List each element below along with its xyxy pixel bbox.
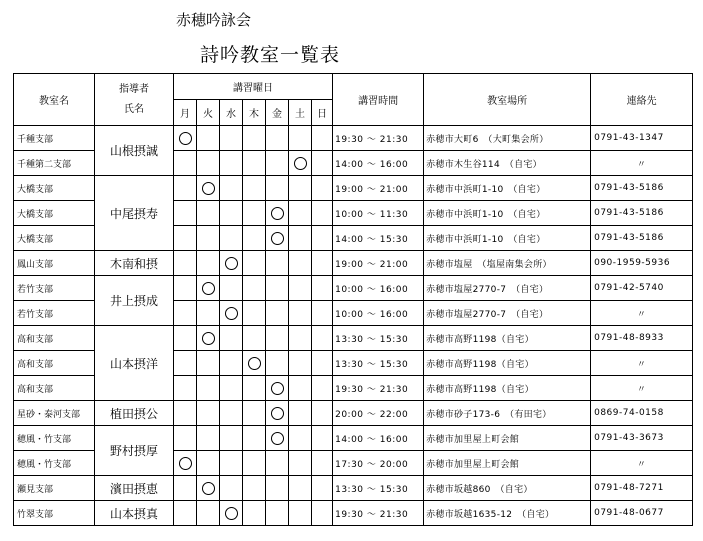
- weekday-cell: [197, 251, 220, 276]
- weekday-cell: [220, 501, 243, 526]
- weekday-cell: [197, 501, 220, 526]
- weekday-cell: [220, 251, 243, 276]
- circle-mark-icon: [179, 457, 192, 470]
- weekday-cell: [220, 226, 243, 251]
- place-cell: 赤穂市塩屋 （塩屋南集会所）: [424, 251, 591, 276]
- circle-mark-icon: [271, 407, 284, 420]
- weekday-cell: [289, 376, 312, 401]
- circle-mark-icon: [248, 357, 261, 370]
- weekday-cell: [243, 376, 266, 401]
- weekday-cell: [266, 451, 289, 476]
- place-cell: 赤穂市高野1198（自宅）: [424, 326, 591, 351]
- weekday-cell: [312, 276, 333, 301]
- weekday-cell: [289, 251, 312, 276]
- weekday-cell: [266, 251, 289, 276]
- header-contact: 連絡先: [591, 74, 693, 126]
- circle-mark-icon: [202, 332, 215, 345]
- weekday-cell: [220, 401, 243, 426]
- weekday-cell: [197, 451, 220, 476]
- circle-mark-icon: [202, 282, 215, 295]
- weekday-cell: [243, 326, 266, 351]
- weekday-cell: [197, 201, 220, 226]
- weekday-cell: [243, 426, 266, 451]
- place-cell: 赤穂市大町6 （大町集会所）: [424, 126, 591, 151]
- weekday-cell: [220, 301, 243, 326]
- weekday-cell: [174, 251, 197, 276]
- time-cell: 19:30 ～ 21:30: [333, 126, 424, 151]
- weekday-cell: [243, 151, 266, 176]
- weekday-cell: [243, 401, 266, 426]
- class-name-cell: 星砂・泰河支部: [14, 401, 95, 426]
- weekday-cell: [174, 376, 197, 401]
- weekday-cell: [174, 451, 197, 476]
- weekday-cell: [197, 376, 220, 401]
- time-cell: 19:30 ～ 21:30: [333, 376, 424, 401]
- header-time: 講習時間: [333, 74, 424, 126]
- time-cell: 20:00 ～ 22:00: [333, 401, 424, 426]
- header-weekday-group: 講習曜日: [174, 74, 333, 100]
- contact-cell: 090-1959-5936: [591, 251, 693, 276]
- weekday-cell: [266, 151, 289, 176]
- place-cell: 赤穂市高野1198（自宅）: [424, 376, 591, 401]
- class-name-cell: 大橋支部: [14, 201, 95, 226]
- weekday-cell: [312, 151, 333, 176]
- weekday-cell: [289, 501, 312, 526]
- teacher-name-cell: 山本摂真: [95, 501, 174, 526]
- place-cell: 赤穂市坂越860 （自宅）: [424, 476, 591, 501]
- circle-mark-icon: [225, 257, 238, 270]
- weekday-cell: [174, 226, 197, 251]
- time-cell: 14:00 ～ 16:00: [333, 151, 424, 176]
- contact-cell: 〃: [591, 301, 693, 326]
- circle-mark-icon: [271, 232, 284, 245]
- header-day: 火: [197, 100, 220, 126]
- weekday-cell: [289, 201, 312, 226]
- weekday-cell: [289, 176, 312, 201]
- contact-cell: 0791-48-8933: [591, 326, 693, 351]
- teacher-name-cell: 植田摂公: [95, 401, 174, 426]
- class-schedule-table: [13, 73, 693, 526]
- place-cell: 赤穂市中浜町1-10 （自宅）: [424, 226, 591, 251]
- weekday-cell: [312, 426, 333, 451]
- circle-mark-icon: [271, 432, 284, 445]
- time-cell: 17:30 ～ 20:00: [333, 451, 424, 476]
- class-name-cell: 穂風・竹支部: [14, 426, 95, 451]
- time-cell: 13:30 ～ 15:30: [333, 351, 424, 376]
- weekday-cell: [266, 426, 289, 451]
- weekday-cell: [243, 226, 266, 251]
- weekday-cell: [220, 326, 243, 351]
- place-cell: 赤穂市加里屋上町会館: [424, 451, 591, 476]
- weekday-cell: [220, 151, 243, 176]
- class-name-cell: 穂風・竹支部: [14, 451, 95, 476]
- weekday-cell: [197, 151, 220, 176]
- weekday-cell: [243, 126, 266, 151]
- class-name-cell: 大橋支部: [14, 176, 95, 201]
- header-day: 金: [266, 100, 289, 126]
- weekday-cell: [220, 426, 243, 451]
- weekday-cell: [289, 226, 312, 251]
- weekday-cell: [243, 301, 266, 326]
- time-cell: 14:00 ～ 16:00: [333, 426, 424, 451]
- weekday-cell: [289, 476, 312, 501]
- weekday-cell: [312, 326, 333, 351]
- table-row: [14, 401, 693, 426]
- contact-cell: 0791-48-0677: [591, 501, 693, 526]
- weekday-cell: [220, 451, 243, 476]
- weekday-cell: [243, 351, 266, 376]
- table-row: [14, 276, 693, 301]
- weekday-cell: [266, 176, 289, 201]
- weekday-cell: [312, 501, 333, 526]
- table-row: [14, 126, 693, 151]
- weekday-cell: [289, 326, 312, 351]
- circle-mark-icon: [271, 207, 284, 220]
- time-cell: 19:00 ～ 21:00: [333, 251, 424, 276]
- weekday-cell: [174, 301, 197, 326]
- weekday-cell: [197, 126, 220, 151]
- weekday-cell: [266, 226, 289, 251]
- weekday-cell: [197, 351, 220, 376]
- weekday-cell: [243, 476, 266, 501]
- weekday-cell: [197, 426, 220, 451]
- contact-cell: 0791-43-1347: [591, 126, 693, 151]
- weekday-cell: [266, 276, 289, 301]
- place-cell: 赤穂市坂越1635-12 （自宅）: [424, 501, 591, 526]
- weekday-cell: [220, 276, 243, 301]
- table-row: [14, 501, 693, 526]
- time-cell: 19:00 ～ 21:00: [333, 176, 424, 201]
- contact-cell: 〃: [591, 151, 693, 176]
- document-title: 詩吟教室一覧表: [200, 44, 341, 66]
- contact-cell: 0791-43-5186: [591, 226, 693, 251]
- weekday-cell: [312, 251, 333, 276]
- weekday-cell: [312, 301, 333, 326]
- class-name-cell: 若竹支部: [14, 301, 95, 326]
- weekday-cell: [197, 476, 220, 501]
- contact-cell: 0791-43-5186: [591, 176, 693, 201]
- class-name-cell: 瀬見支部: [14, 476, 95, 501]
- weekday-cell: [243, 451, 266, 476]
- weekday-cell: [174, 126, 197, 151]
- weekday-cell: [289, 451, 312, 476]
- time-cell: 14:00 ～ 15:30: [333, 226, 424, 251]
- place-cell: 赤穂市加里屋上町会館: [424, 426, 591, 451]
- contact-cell: 0869-74-0158: [591, 401, 693, 426]
- table-row: [14, 326, 693, 351]
- teacher-name-cell: 中尾摂寿: [95, 176, 174, 251]
- weekday-cell: [289, 401, 312, 426]
- class-name-cell: 高和支部: [14, 326, 95, 351]
- weekday-cell: [197, 276, 220, 301]
- header-day: 日: [312, 100, 333, 126]
- weekday-cell: [174, 501, 197, 526]
- header-day: 土: [289, 100, 312, 126]
- weekday-cell: [289, 276, 312, 301]
- place-cell: 赤穂市木生谷114 （自宅）: [424, 151, 591, 176]
- table-row: [14, 251, 693, 276]
- weekday-cell: [220, 376, 243, 401]
- weekday-cell: [243, 176, 266, 201]
- weekday-cell: [289, 351, 312, 376]
- circle-mark-icon: [294, 157, 307, 170]
- header-teacher: [95, 74, 174, 126]
- weekday-cell: [289, 151, 312, 176]
- place-cell: 赤穂市塩屋2770-7 （自宅）: [424, 301, 591, 326]
- teacher-name-cell: 山本摂洋: [95, 326, 174, 401]
- header-place: 教室場所: [424, 74, 591, 126]
- weekday-cell: [174, 326, 197, 351]
- weekday-cell: [174, 401, 197, 426]
- weekday-cell: [197, 326, 220, 351]
- class-name-cell: 竹翠支部: [14, 501, 95, 526]
- weekday-cell: [197, 226, 220, 251]
- weekday-cell: [197, 176, 220, 201]
- time-cell: 10:00 ～ 11:30: [333, 201, 424, 226]
- table-row: [14, 476, 693, 501]
- time-cell: 10:00 ～ 16:00: [333, 276, 424, 301]
- circle-mark-icon: [271, 382, 284, 395]
- place-cell: 赤穂市塩屋2770-7 （自宅）: [424, 276, 591, 301]
- time-cell: 13:30 ～ 15:30: [333, 326, 424, 351]
- teacher-name-cell: 野村摂厚: [95, 426, 174, 476]
- place-cell: 赤穂市中浜町1-10 （自宅）: [424, 201, 591, 226]
- class-name-cell: 千種支部: [14, 126, 95, 151]
- place-cell: 赤穂市中浜町1-10 （自宅）: [424, 176, 591, 201]
- contact-cell: 〃: [591, 451, 693, 476]
- place-cell: 赤穂市高野1198（自宅）: [424, 351, 591, 376]
- class-name-cell: 鳳山支部: [14, 251, 95, 276]
- weekday-cell: [174, 201, 197, 226]
- class-name-cell: 高和支部: [14, 351, 95, 376]
- contact-cell: 0791-42-5740: [591, 276, 693, 301]
- weekday-cell: [243, 251, 266, 276]
- table-row: [14, 176, 693, 201]
- circle-mark-icon: [202, 182, 215, 195]
- weekday-cell: [220, 476, 243, 501]
- teacher-name-cell: 濱田摂恵: [95, 476, 174, 501]
- weekday-cell: [312, 476, 333, 501]
- header-class-name: 教室名: [14, 74, 95, 126]
- weekday-cell: [197, 401, 220, 426]
- circle-mark-icon: [179, 132, 192, 145]
- weekday-cell: [312, 451, 333, 476]
- weekday-cell: [312, 351, 333, 376]
- weekday-cell: [312, 376, 333, 401]
- weekday-cell: [174, 426, 197, 451]
- contact-cell: 〃: [591, 351, 693, 376]
- weekday-cell: [289, 301, 312, 326]
- weekday-cell: [220, 126, 243, 151]
- weekday-cell: [312, 201, 333, 226]
- weekday-cell: [220, 351, 243, 376]
- teacher-name-cell: 木南和摂: [95, 251, 174, 276]
- weekday-cell: [312, 226, 333, 251]
- weekday-cell: [312, 126, 333, 151]
- contact-cell: 0791-43-5186: [591, 201, 693, 226]
- weekday-cell: [174, 151, 197, 176]
- weekday-cell: [266, 351, 289, 376]
- class-name-cell: 若竹支部: [14, 276, 95, 301]
- organization-name: 赤穂吟詠会: [176, 11, 252, 29]
- contact-cell: 0791-43-3673: [591, 426, 693, 451]
- header-teacher-top: 指導者: [119, 83, 149, 95]
- class-name-cell: 高和支部: [14, 376, 95, 401]
- weekday-cell: [174, 476, 197, 501]
- weekday-cell: [243, 201, 266, 226]
- weekday-cell: [312, 176, 333, 201]
- time-cell: 19:30 ～ 21:30: [333, 501, 424, 526]
- time-cell: 10:00 ～ 16:00: [333, 301, 424, 326]
- table-row: [14, 426, 693, 451]
- weekday-cell: [266, 401, 289, 426]
- header-day: 月: [174, 100, 197, 126]
- weekday-cell: [289, 126, 312, 151]
- contact-cell: 〃: [591, 376, 693, 401]
- weekday-cell: [197, 301, 220, 326]
- header-day: 水: [220, 100, 243, 126]
- weekday-cell: [266, 376, 289, 401]
- teacher-name-cell: 山根摂誠: [95, 126, 174, 176]
- circle-mark-icon: [225, 307, 238, 320]
- weekday-cell: [266, 301, 289, 326]
- weekday-cell: [243, 276, 266, 301]
- weekday-cell: [266, 126, 289, 151]
- class-name-cell: 大橋支部: [14, 226, 95, 251]
- weekday-cell: [266, 476, 289, 501]
- teacher-name-cell: 井上摂成: [95, 276, 174, 326]
- weekday-cell: [243, 501, 266, 526]
- circle-mark-icon: [202, 482, 215, 495]
- weekday-cell: [174, 176, 197, 201]
- class-name-cell: 千種第二支部: [14, 151, 95, 176]
- header-day: 木: [243, 100, 266, 126]
- weekday-cell: [266, 201, 289, 226]
- weekday-cell: [174, 276, 197, 301]
- weekday-cell: [220, 176, 243, 201]
- header-teacher-bottom: 氏名: [124, 103, 144, 115]
- time-cell: 13:30 ～ 15:30: [333, 476, 424, 501]
- weekday-cell: [266, 326, 289, 351]
- circle-mark-icon: [225, 507, 238, 520]
- weekday-cell: [289, 426, 312, 451]
- weekday-cell: [312, 401, 333, 426]
- place-cell: 赤穂市砂子173-6 （有田宅）: [424, 401, 591, 426]
- weekday-cell: [174, 351, 197, 376]
- contact-cell: 0791-48-7271: [591, 476, 693, 501]
- weekday-cell: [266, 501, 289, 526]
- weekday-cell: [220, 201, 243, 226]
